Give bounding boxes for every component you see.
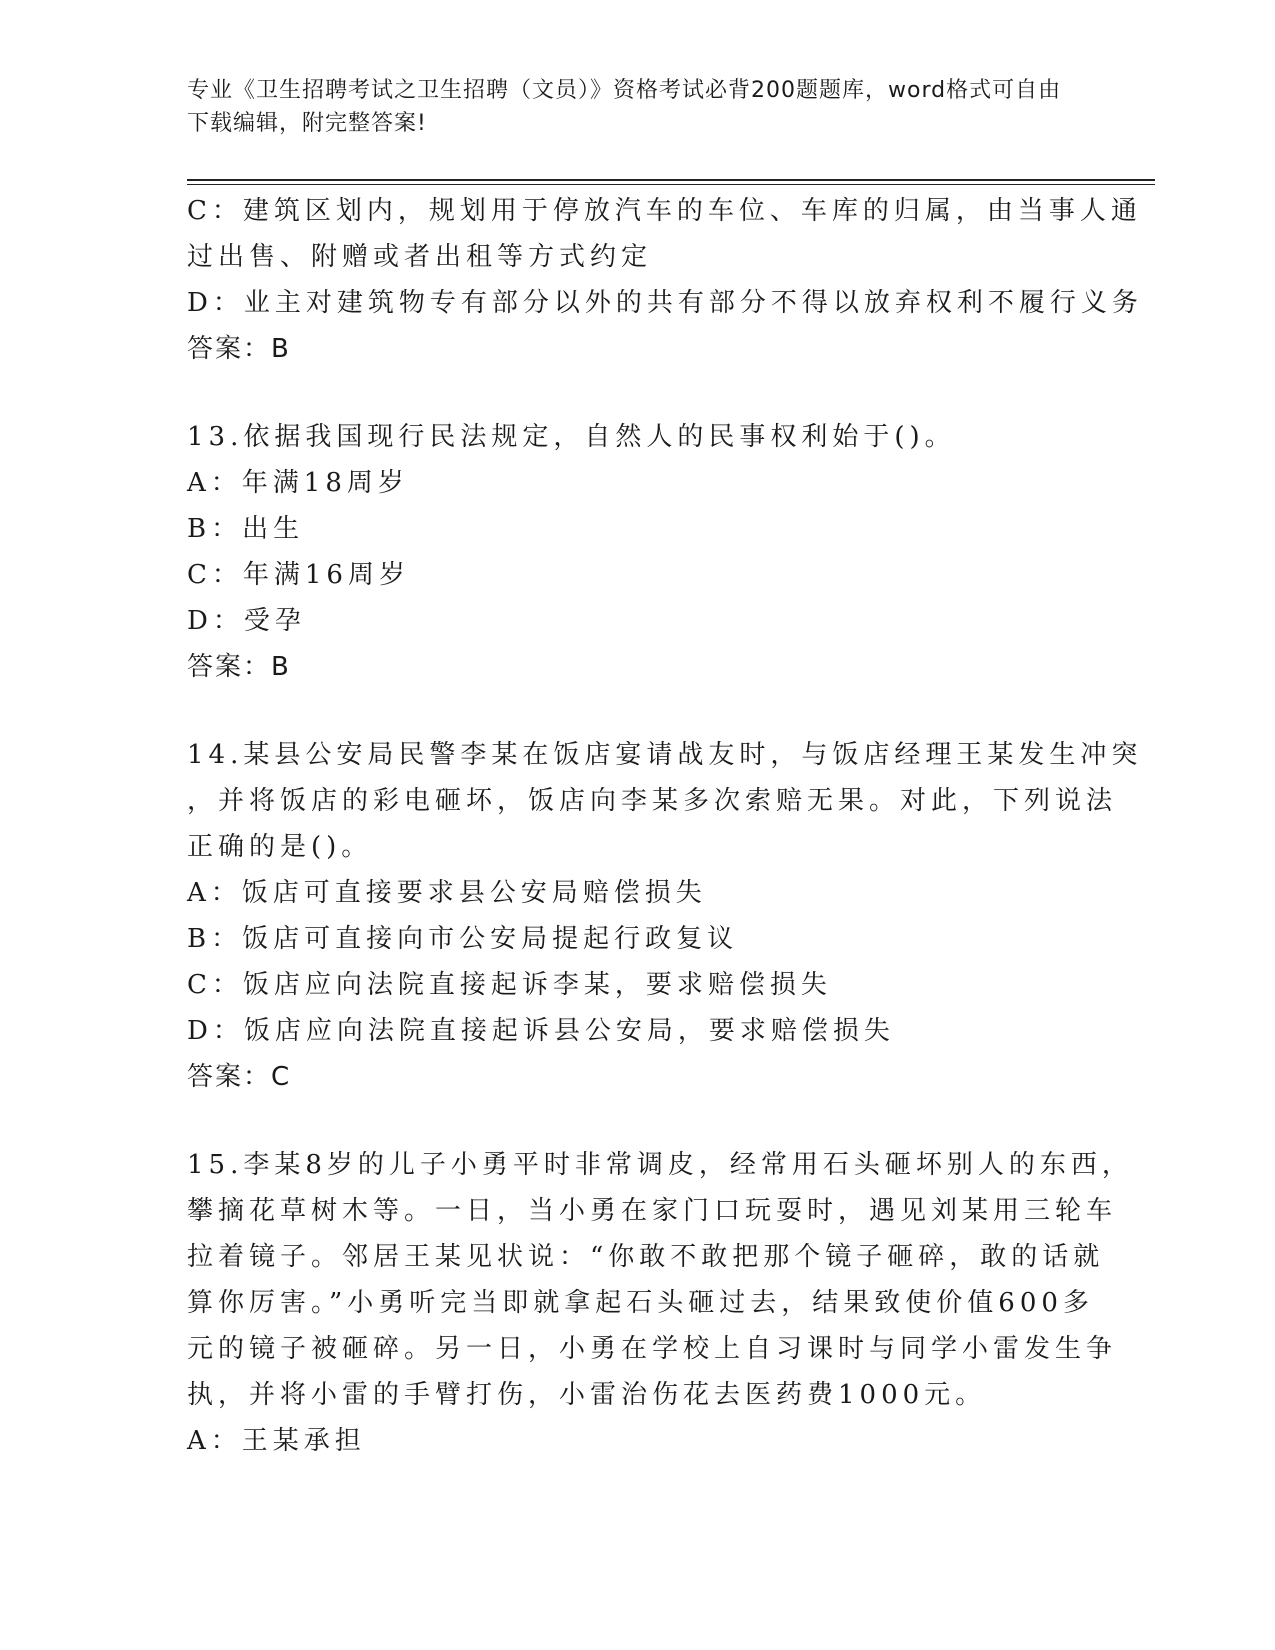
document-body	[187, 188, 1143, 1464]
answer: 答案：C	[187, 1062, 292, 1092]
question-stem-line-2: 攀摘花草树木等。一日，当小勇在家门口玩耍时，遇见刘某用三轮车	[187, 1196, 1118, 1226]
option-b: B：饭店可直接向市公安局提起行政复议	[187, 924, 739, 954]
question-15	[187, 1142, 1133, 1464]
question-14	[187, 732, 1143, 1100]
question-stem-line-2: ，并将饭店的彩电砸坏，饭店向李某多次索赔无果。对此，下列说法	[187, 786, 1118, 816]
answer: 答案：B	[187, 334, 291, 364]
header-title: 专业《卫生招聘考试之卫生招聘（文员）》资格考试必背200题题库，word格式可自由下载编辑，附完整答案!	[187, 78, 1062, 136]
option-a: A：王某承担	[187, 1426, 366, 1456]
question-stem-line-3: 正确的是()。	[187, 832, 373, 862]
option-a: A：饭店可直接要求县公安局赔偿损失	[187, 878, 707, 908]
question-stem-line-6: 执，并将小雷的手臂打伤，小雷治伤花去医药费1000元。	[187, 1380, 987, 1410]
question-stem-line-5: 元的镜子被砸碎。另一日，小勇在学校上自习课时与同学小雷发生争	[187, 1334, 1118, 1364]
option-d: D：受孕	[187, 606, 306, 636]
option-c-line-2: 过出售、附赠或者出租等方式约定	[187, 242, 653, 272]
question-stem: 13.依据我国现行民法规定，自然人的民事权利始于()。	[187, 422, 956, 452]
question-stem-line-1: 15.李某8岁的儿子小勇平时非常调皮，经常用石头砸坏别人的东西，	[187, 1150, 1133, 1180]
header-divider-thin	[187, 184, 1155, 185]
question-stem-line-1: 14.某县公安局民警李某在饭店宴请战友时，与饭店经理王某发生冲突	[187, 740, 1143, 770]
option-a: A：年满18周岁	[187, 468, 409, 498]
option-d: D：饭店应向法院直接起诉县公安局，要求赔偿损失	[187, 1016, 895, 1046]
option-c: C：饭店应向法院直接起诉李某，要求赔偿损失	[187, 970, 832, 1000]
answer: 答案：B	[187, 652, 291, 682]
header-divider-thick	[187, 179, 1155, 181]
option-d: D：业主对建筑物专有部分以外的共有部分不得以放弃权利不履行义务	[187, 288, 1143, 318]
question-12-continued	[187, 188, 1143, 372]
question-stem-line-4: 算你厉害。”小勇听完当即就拿起石头砸过去，结果致使价值600多	[187, 1288, 1094, 1318]
question-13	[187, 414, 1087, 690]
option-c: C：年满16周岁	[187, 560, 410, 590]
question-stem-line-3: 拉着镜子。邻居王某见状说：“你敢不敢把那个镜子砸碎，敢的话就	[187, 1242, 1105, 1272]
option-b: B：出生	[187, 514, 305, 544]
document-header	[187, 74, 1067, 140]
option-c-line-1: C：建筑区划内，规划用于停放汽车的车位、车库的归属，由当事人通	[187, 196, 1142, 226]
